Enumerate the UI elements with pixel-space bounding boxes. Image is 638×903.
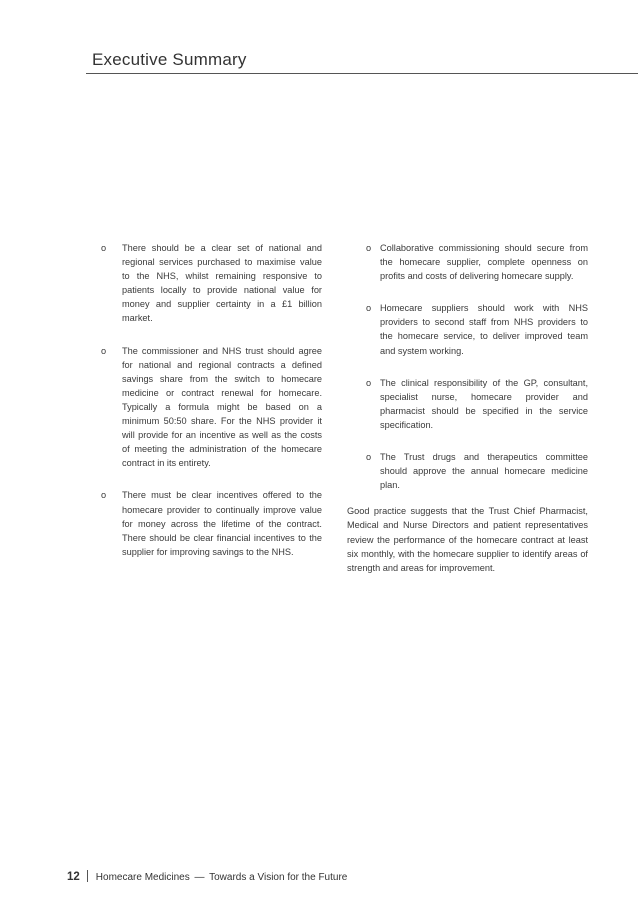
page-title: Executive Summary bbox=[92, 50, 247, 69]
bullet-marker: o bbox=[366, 377, 372, 388]
bullet-text: The clinical responsibility of the GP, consultant, specialist nurse, homecare provider and pharmacist should be specified in the service specification. bbox=[380, 377, 588, 430]
page-number: 12 bbox=[67, 871, 80, 883]
bullet-item bbox=[101, 241, 322, 326]
bullet-item bbox=[347, 241, 588, 283]
bullet-marker: o bbox=[101, 490, 107, 501]
bullet-item bbox=[347, 376, 588, 432]
bullet-marker: o bbox=[366, 243, 372, 253]
footer-dash: — bbox=[194, 872, 205, 883]
bullet-item bbox=[347, 450, 588, 492]
bullet-marker: o bbox=[101, 345, 107, 356]
header-rule bbox=[86, 73, 638, 74]
bullet-marker: o bbox=[366, 452, 372, 463]
publication-title: Homecare Medicines bbox=[95, 872, 190, 883]
summary-paragraph: Good practice suggests that the Trust Chief Pharmacist, Medical and Nurse Directors and patient representatives review the performance of the homecare contract at least six monthly, with the homecare supplier to identify areas of strength and areas for improvement. bbox=[347, 506, 588, 573]
publication-subtitle: Towards a Vision for the Future bbox=[209, 872, 348, 883]
bullet-text: The Trust drugs and therapeutics committee should approve the annual homecare medicine plan. bbox=[380, 452, 588, 491]
bullet-item bbox=[347, 301, 588, 357]
footer-separator bbox=[87, 870, 88, 882]
bullet-text: The commissioner and NHS trust should agree for national and regional contracts a defined savings share from the switch to homecare medicine or contract renewal for homecare. Typically a formula might be based on a minimum 50:50 share. For the NHS provider it will provide for an incentive as well as the costs of meeting the administration of the homecare contract in its entirety. bbox=[122, 345, 322, 469]
bullet-text: Collaborative commissioning should secure from the homecare supplier, complete openness on profits and costs of delivering homecare supply. bbox=[380, 243, 588, 282]
bullet-text: Homecare suppliers should work with NHS providers to second staff from NHS providers to the homecare service, to deliver improved team and system working. bbox=[380, 303, 588, 356]
bullet-item bbox=[101, 488, 322, 558]
bullet-marker: o bbox=[101, 243, 107, 253]
left-column bbox=[101, 241, 322, 577]
bullet-text: There must be clear incentives offered to the homecare provider to continually improve value for money across the lifetime of the contract. There should be clear financial incentives to the supplier for improving savings to the NHS. bbox=[122, 490, 322, 557]
page-footer bbox=[67, 870, 347, 883]
right-column bbox=[347, 241, 588, 575]
bullet-marker: o bbox=[366, 303, 372, 314]
bullet-text: There should be a clear set of national and regional services purchased to maximise value to the NHS, whilst remaining responsive to patients locally to provide national value for money and supplier certainty in a £1 billion market. bbox=[122, 243, 322, 324]
bullet-item bbox=[101, 344, 322, 471]
